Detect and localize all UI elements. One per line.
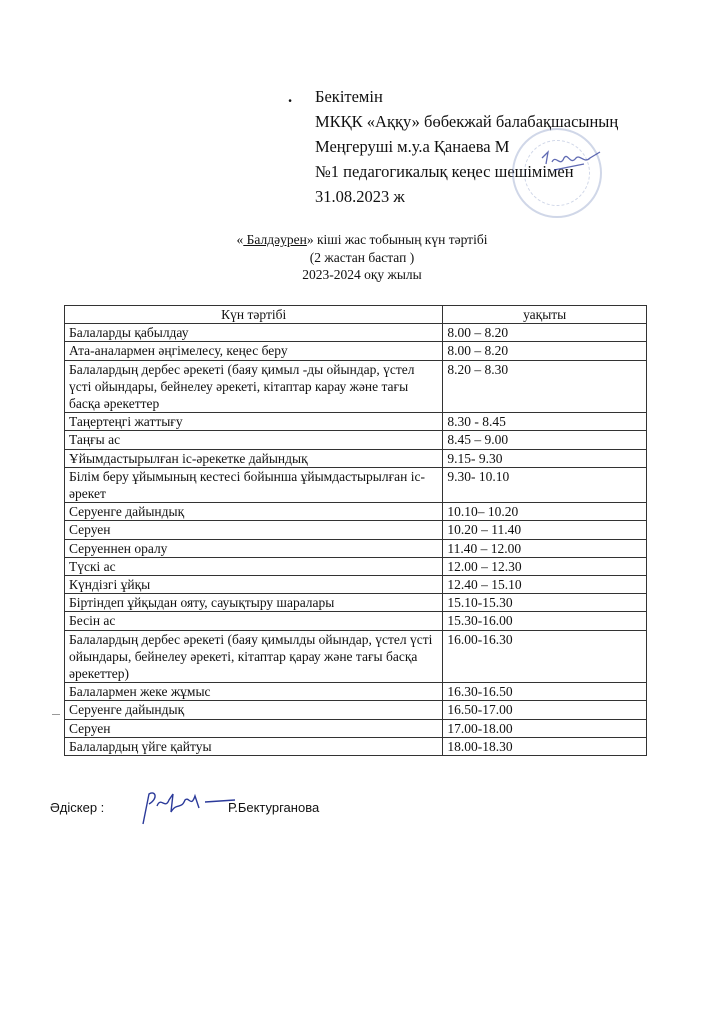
- time-cell: 10.20 – 11.40: [443, 521, 647, 539]
- time-cell: 16.00-16.30: [443, 630, 647, 683]
- header-time: уақыты: [443, 306, 647, 324]
- table-row: [65, 342, 647, 360]
- activity-cell: Балалардың дербес әрекеті (баяу қимылды ойындар, үстел үсті ойындары, бейнелеу әрекеті, кітаптар қарау және тағы басқа әрекеттер): [65, 630, 443, 683]
- activity-cell: Балалардың дербес әрекеті (баяу қимыл -ды ойындар, үстел үсті ойындары, бейнелеу әрекеті, кітаптар карау және тағы басқа әрекеттер: [65, 360, 443, 413]
- activity-cell: Бесін ас: [65, 612, 443, 630]
- activity-cell: Білім беру ұйымының кестесі бойынша ұйымдастырылған іс-әрекет: [65, 467, 443, 502]
- time-cell: 10.10– 10.20: [443, 503, 647, 521]
- activity-cell: Күндізгі ұйқы: [65, 576, 443, 594]
- approval-director: Меңгеруші м.у.а Қанаева М: [315, 137, 510, 156]
- time-cell: 8.30 - 8.45: [443, 413, 647, 431]
- table-row: [65, 521, 647, 539]
- activity-cell: Ұйымдастырылған іс-әрекетке дайындық: [65, 449, 443, 467]
- time-cell: 8.20 – 8.30: [443, 360, 647, 413]
- activity-cell: Серуен: [65, 719, 443, 737]
- time-cell: 8.00 – 8.20: [443, 342, 647, 360]
- table-row: [65, 701, 647, 719]
- time-cell: 12.00 – 12.30: [443, 557, 647, 575]
- table-row: [65, 413, 647, 431]
- time-cell: 15.10-15.30: [443, 594, 647, 612]
- table-row: [65, 576, 647, 594]
- schedule-table: [64, 305, 647, 756]
- activity-cell: Серуен: [65, 521, 443, 539]
- director-signature-icon: [540, 148, 610, 174]
- table-row: [65, 324, 647, 342]
- table-row: [65, 630, 647, 683]
- group-name: Балдәурен: [243, 232, 307, 247]
- activity-cell: Ата-аналармен әңгімелесу, кеңес беру: [65, 342, 443, 360]
- table-row: [65, 467, 647, 502]
- activity-cell: Біртіндеп ұйқыдан ояту, сауықтыру шаралары: [65, 594, 443, 612]
- table-header-row: [65, 306, 647, 324]
- time-cell: 8.00 – 8.20: [443, 324, 647, 342]
- activity-cell: Серуенге дайындық: [65, 701, 443, 719]
- table-row: [65, 449, 647, 467]
- table-row: [65, 719, 647, 737]
- activity-cell: Балаларды қабылдау: [65, 324, 443, 342]
- time-cell: 9.15- 9.30: [443, 449, 647, 467]
- approval-heading: Бекітемін: [315, 87, 383, 106]
- header-activity: Күн тәртібі: [65, 306, 443, 324]
- time-cell: 16.30-16.50: [443, 683, 647, 701]
- table-row: [65, 612, 647, 630]
- time-cell: 17.00-18.00: [443, 719, 647, 737]
- title-year: 2023-2024 оқу жылы: [302, 267, 422, 282]
- schedule-title: [0, 231, 724, 284]
- activity-cell: Серуеннен оралу: [65, 539, 443, 557]
- time-cell: 15.30-16.00: [443, 612, 647, 630]
- activity-cell: Балалармен жеке жұмыс: [65, 683, 443, 701]
- signoff-role: Әдіскер :: [50, 800, 105, 815]
- title-line: « Балдәурен» кіші жас тобының күн тәртібі: [236, 232, 488, 247]
- activity-cell: Серуенге дайындық: [65, 503, 443, 521]
- activity-cell: Таңғы ас: [65, 431, 443, 449]
- table-row: [65, 360, 647, 413]
- table-row: [65, 539, 647, 557]
- time-cell: 9.30- 10.10: [443, 467, 647, 502]
- time-cell: 11.40 – 12.00: [443, 539, 647, 557]
- table-row: [65, 503, 647, 521]
- activity-cell: Балалардың үйге қайтуы: [65, 737, 443, 755]
- approval-date: 31.08.2023 ж: [315, 187, 405, 206]
- time-cell: 16.50-17.00: [443, 701, 647, 719]
- time-cell: 8.45 – 9.00: [443, 431, 647, 449]
- table-row: [65, 594, 647, 612]
- table-row: [65, 683, 647, 701]
- approval-council: №1 педагогикалық кеңес шешімімен: [315, 162, 574, 181]
- approval-bullet: .: [288, 87, 293, 106]
- approval-organization: МКҚК «Аққу» бөбекжай балабақшасының: [315, 112, 619, 131]
- table-row: [65, 557, 647, 575]
- time-cell: 18.00-18.30: [443, 737, 647, 755]
- title-subtitle: (2 жастан бастап ): [309, 249, 415, 265]
- margin-mark: [52, 714, 60, 715]
- signoff-name: Р.Бектурганова: [228, 800, 320, 815]
- activity-cell: Түскі ас: [65, 557, 443, 575]
- table-row: [65, 737, 647, 755]
- time-cell: 12.40 – 15.10: [443, 576, 647, 594]
- table-row: [65, 431, 647, 449]
- activity-cell: Таңертеңгі жаттығу: [65, 413, 443, 431]
